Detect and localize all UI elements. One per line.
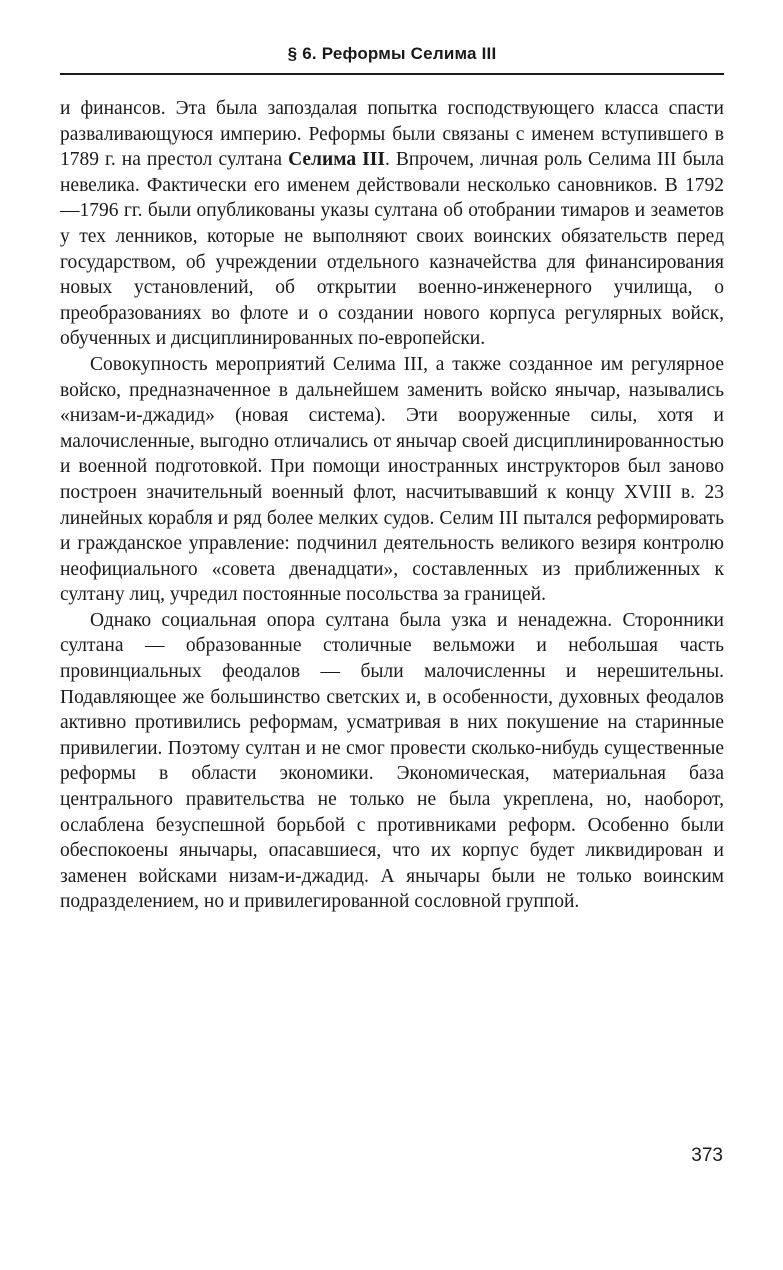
running-header: § 6. Реформы Селима III	[287, 44, 497, 63]
paragraph-1-text-b: . Впрочем, личная роль Селима III была невелика. Фактически его именем действовали несколько сановников. В 1792—1796 гг. были опубликованы указы султана об отобрании тимаров и зеаметов у тех ленников, которые не выполняют своих воинских обязательств перед государством, об учреждении отдельного казначейства для финансирования новых установлений, об открытии военно-инженерного училища, о преобразованиях во флоте и о создании нового корпуса регулярных войск, обученных и дисциплинированных по-европейски.	[60, 149, 724, 350]
paragraph-1-bold-name: Селима III	[288, 149, 385, 171]
paragraph-3	[60, 608, 724, 915]
paragraph-2	[60, 352, 724, 608]
page-number: 373	[691, 1145, 723, 1166]
paragraph-1	[60, 96, 724, 352]
paragraph-2-text: Совокупность мероприятий Селима III, а также созданное им регулярное войско, предназначенное в дальнейшем заменить войско янычар, назывались «низам-и-джадид» (новая система). Эти вооруженные силы, хотя и малочисленные, выгодно отличались от янычар своей дисциплинированностью и военной подготовкой. При помощи иностранных инструкторов был заново построен значительный военный флот, насчитывавший к концу XVIII в. 23 линейных корабля и ряд более мелких судов. Селим III пытался реформировать и гражданское управление: подчинил деятельность великого везиря контролю неофициального «совета двенадцати», составленных из приближенных к султану лиц, учредил постоянные посольства за границей.	[60, 353, 724, 606]
paragraph-1-text-a: и финансов. Эта была запоздалая попытка господствующего класса спасти разваливающуюся империю. Реформы были связаны с именем вступившего в 1789 г. на престол султана	[60, 98, 724, 171]
body-text	[60, 96, 724, 915]
header-rule	[60, 73, 724, 75]
paragraph-3-text: Однако социальная опора султана была узка и ненадежна. Сторонники султана — образованные столичные вельможи и небольшая часть провинциальных феодалов — были малочисленны и нерешительны. Подавляющее же большинство светских и, в особенности, духовных феодалов активно противились реформам, усматривая в них покушение на старинные привилегии. Поэтому султан и не смог провести сколько-нибудь существенные реформы в области экономики. Экономическая, материальная база центрального правительства не только не была укреплена, но, наоборот, ослаблена безуспешной борьбой с противниками реформ. Особенно были обеспокоены янычары, опасавшиеся, что их корпус будет ликвидирован и заменен войсками низам-и-джадид. А янычары были не только воинским подразделением, но и привилегированной сословной группой.	[60, 609, 724, 913]
